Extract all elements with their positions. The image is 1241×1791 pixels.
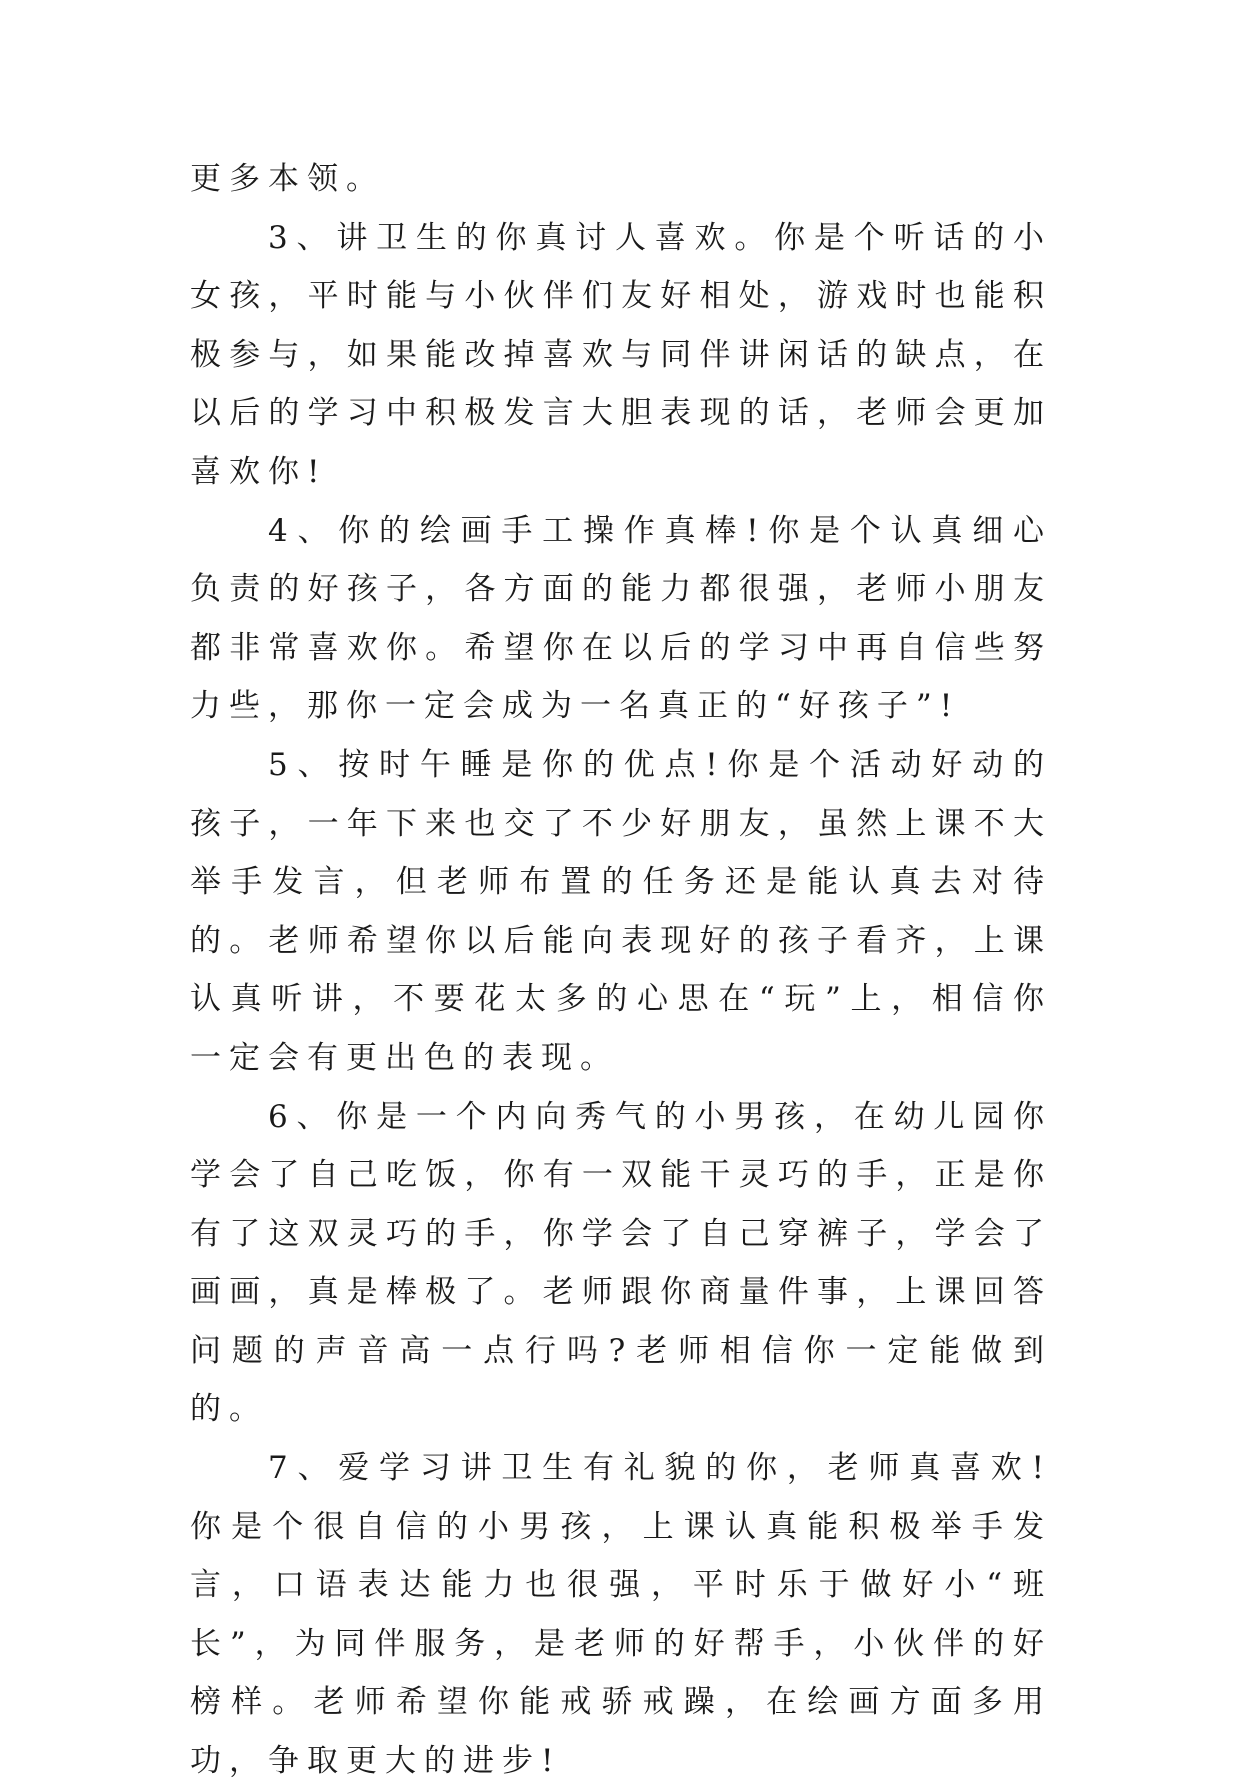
paragraph-item-4: 4、你的绘画手工操作真棒!你是个认真细心负责的好孩子，各方面的能力都很强，老师小朋友都非常喜欢你。希望你在以后的学习中再自信些努力些，那你一定会成为一名真正的“好孩子”! xyxy=(190,512,1052,725)
paragraph-item-7: 7、爱学习讲卫生有礼貌的你，老师真喜欢!你是个很自信的小男孩，上课认真能积极举手发言，口语表达能力也很强，平时乐于做好小“班长”，为同伴服务，是老师的好帮手，小伙伴的好榜样。老师希望你能戒骄戒躁，在绘画方面多用功，争取更大的进步! xyxy=(190,1450,1052,1780)
document-body xyxy=(190,150,1052,1791)
paragraph-continuation: 更多本领。 xyxy=(190,161,385,197)
paragraph-item-5: 5、按时午睡是你的优点!你是个活动好动的孩子，一年下来也交了不少好朋友，虽然上课不大举手发言，但老师布置的任务还是能认真去对待的。老师希望你以后能向表现好的孩子看齐，上课认真听讲，不要花太多的心思在“玩”上，相信你一定会有更出色的表现。 xyxy=(190,746,1052,1076)
paragraph-item-3: 3、讲卫生的你真讨人喜欢。你是个听话的小女孩，平时能与小伙伴们友好相处，游戏时也能积极参与，如果能改掉喜欢与同伴讲闲话的缺点，在以后的学习中积极发言大胆表现的话，老师会更加喜欢你! xyxy=(190,219,1052,490)
paragraph-item-6: 6、你是一个内向秀气的小男孩，在幼儿园你学会了自己吃饭，你有一双能干灵巧的手，正是你有了这双灵巧的手，你学会了自己穿裤子，学会了画画，真是棒极了。老师跟你商量件事，上课回答问题的声音高一点行吗?老师相信你一定能做到的。 xyxy=(190,1098,1052,1428)
